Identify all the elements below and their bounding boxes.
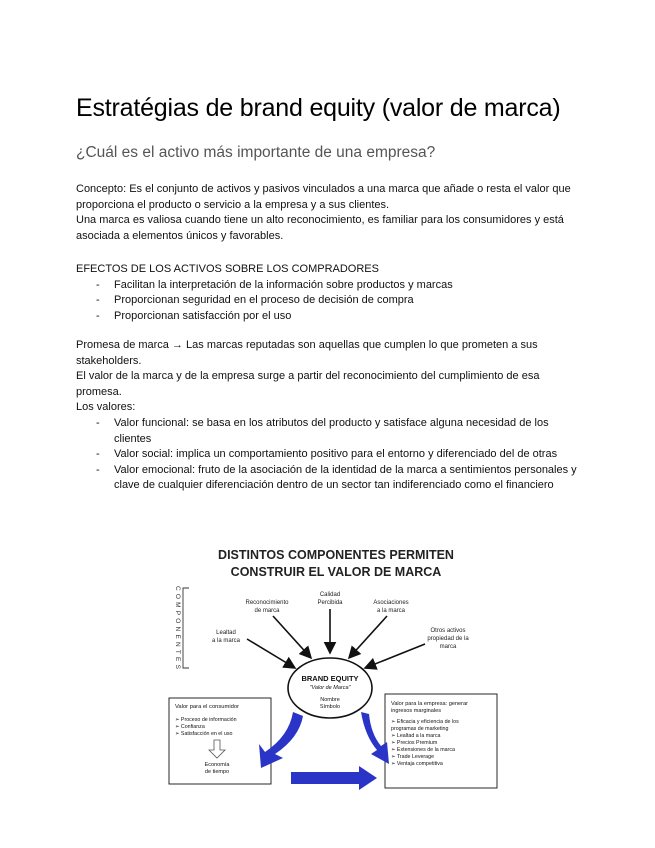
component-lealtad-line1: Lealtad [216,630,236,636]
consumer-box-footer-line1: Economía [204,762,230,768]
company-box-item: programas de marketing [391,726,449,732]
company-box-item: ➢ Extensiones de la marca [391,747,455,753]
list-item: - Proporcionan satisfacción por el uso [76,309,586,325]
list-item: - Facilitan la interpretación de la información sobre productos y marcas [76,278,586,294]
component-otros-line3: marca [439,644,457,650]
components-bracket [183,588,189,668]
component-calidad-line2: Percibida [317,600,343,606]
company-box-item: ➢ Trade Leverage [391,754,435,760]
consumer-box-footer-line2: de tiempo [204,769,230,775]
company-box-item: ➢ Ventaja competitiva [391,761,443,767]
company-box-item: ➢ Lealtad a la marca [391,733,441,739]
page-subtitle: ¿Cuál es el activo más importante de una empresa? [76,144,436,161]
concept-paragraph: Concepto: Es el conjunto de activos y pasivos vinculados a una marca que añade o resta el valor que proporciona el producto o servicio a la empresa y a sus clientes. [76,183,571,211]
company-box-item: ➢ Eficacia y eficiencia de los [391,719,459,725]
consumer-box-title: Valor para el consumidor [175,704,240,710]
component-asociaciones-line2: a la marca [376,608,406,614]
value-origin-paragraph: El valor de la marca y de la empresa surge a partir del reconocimiento del cumplimiento de esa promesa. [76,370,540,398]
component-otros-line1: Otros activos [430,628,466,634]
company-box-item: ➢ Precios Premium [391,740,438,746]
arrow-reconocimiento [273,616,311,658]
values-heading: Los valores: [76,401,136,414]
component-calidad-line1: Calidad [319,592,341,598]
effects-heading: EFECTOS DE LOS ACTIVOS SOBRE LOS COMPRADORES [76,263,379,275]
brand-equity-title: BRAND EQUITY [301,674,359,683]
company-box-title-line2: ingresos marginales [391,708,442,714]
effects-section [76,262,586,324]
concept-section [76,182,586,244]
effects-list [76,278,586,325]
brand-equity-nombre: Nombre [320,697,340,703]
list-item: - Proporcionan seguridad en el proceso de decisión de compra [76,293,586,309]
figure-title-line2: CONSTRUIR EL VALOR DE MARCA [230,565,442,579]
component-asociaciones-line1: Asociaciones [373,600,409,606]
valuable-brand-paragraph: Una marca es valiosa cuando tiene un alto reconocimiento, es familiar para los consumidores y está asociada a elementos únicos y favorables. [76,214,564,242]
company-box-title-line1: Valor para la empresa: generar [391,701,469,707]
brand-equity-diagram [163,540,509,792]
promise-section [76,338,586,494]
component-otros-line2: propiedad de la [427,636,469,642]
promise-paragraph: Promesa de marca → Las marcas reputadas son aquellas que cumplen lo que prometen a sus stakeholders. [76,339,538,367]
arrow-lealtad [247,639,295,668]
components-side-label: COMPONENTES [174,586,181,673]
component-reconocimiento-line2: de marca [254,608,280,614]
component-reconocimiento-line1: Reconocimiento [245,600,289,606]
values-list [76,416,586,494]
brand-equity-figure [163,540,509,792]
horizontal-blue-arrow-icon [291,766,377,790]
brand-equity-subtitle: "Valor de Marca" [309,685,351,691]
list-item: - Valor funcional: se basa en los atributos del producto y satisface alguna necesidad de los clientes [76,416,586,447]
component-lealtad-line2: a la marca [211,638,241,644]
list-item: - Valor social: implica un comportamiento positivo para el entorno y diferenciado del de otras [76,447,586,463]
consumer-box-item: ➢ Satisfacción en el uso [175,731,233,737]
consumer-box-item: ➢ Confianza [175,724,205,730]
arrow-asociaciones [349,616,387,658]
brand-equity-simbolo: Símbolo [319,704,341,710]
arrow-otros [365,644,425,668]
figure-title-line1: DISTINTOS COMPONENTES PERMITEN [218,548,454,562]
consumer-box-item: ➢ Proceso de información [175,717,237,723]
page-title: Estratégias de brand equity (valor de marca) [76,94,561,122]
list-item: - Valor emocional: fruto de la asociación de la identidad de la marca a sentimientos personales y clave de cualquier diferenciación dentro de un sector tan indiferenciado como el financiero [76,463,586,494]
